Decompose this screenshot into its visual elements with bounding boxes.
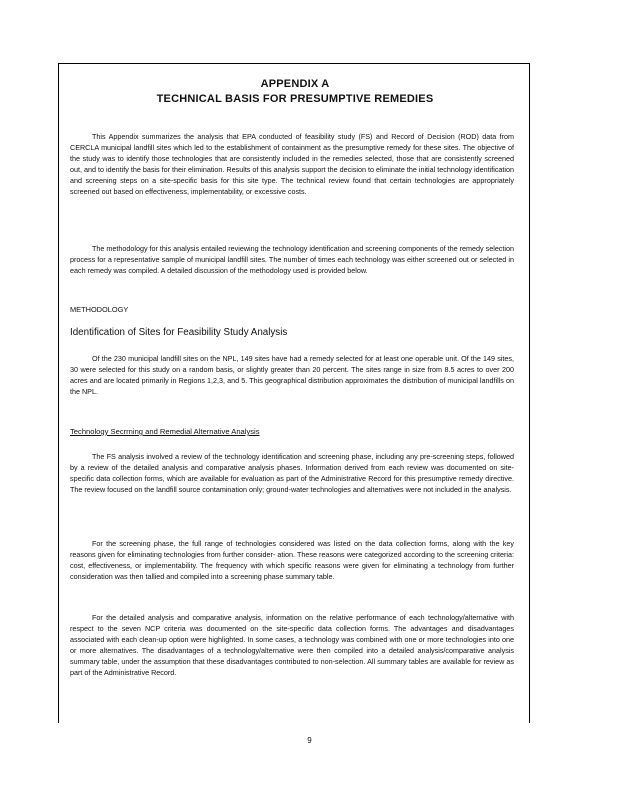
page-number: 9 xyxy=(307,736,312,745)
appendix-title: APPENDIX A xyxy=(260,78,330,90)
frame-right-rule xyxy=(529,63,530,723)
paragraph-screening-phase xyxy=(70,538,514,582)
paragraph-methodology-text: The methodology for this analysis entailed reviewing the technology identification and screening components of the remedy selection process for a representative sample of municipal landfill sites. The number of times each technology was either screened out or selected in each remedy was compiled. A detailed discussion of the methodology used is provided below. xyxy=(70,244,514,276)
paragraph-fs-analysis-text: The FS analysis involved a review of the technology identification and screening phase, including any pre-screening steps, followed by a review of the detailed analysis and comparative analysis phases. Information derived from each review was documented on site-specific data collection forms, which are available for evaluation as part of the Administrative Record for this presumptive remedy directive. The review focused on the landfill source contamination only; ground-water technologies and alternatives were not included in the analysis. xyxy=(70,452,514,495)
paragraph-methodology-overview xyxy=(70,243,514,276)
paragraph-screening-phase-text: For the screening phase, the full range of technologies considered was listed on the data collection forms, along with the key reasons given for eliminating technologies from further consider- ation. These reasons were categorized according to the screening criteria: cost, effectiveness, or implementability. The frequency with which specific reasons were given for eliminating a technology from further consideration was then tallied and compiled into a screening phase summary table. xyxy=(70,539,514,582)
paragraph-detailed-analysis-text: For the detailed analysis and comparative analysis, information on the relative performance of each technology/alternative with respect to the seven NCP criteria was documented on the site-specific data collection forms. The advantages and disadvantages associated with each clean-up option were highlighted. In some cases, a technology was combined with one or more technologies into one or more alternatives. The disadvantages of a technology/alternative were then compiled into a detailed analysis/comparative analysis summary table, under the assumption that these disadvantages contributed to non-selection. All summary tables are available for review as part of the Administrative Record. xyxy=(70,613,514,678)
identification-subheading: Identification of Sites for Feasibility Study Analysis xyxy=(70,327,288,338)
frame-left-rule xyxy=(58,63,59,723)
paragraph-site-identification xyxy=(70,353,514,397)
paragraph-fs-analysis xyxy=(70,451,514,495)
methodology-heading: METHODOLOGY xyxy=(70,305,129,314)
frame-top-rule xyxy=(58,63,530,64)
paragraph-site-identification-text: Of the 230 municipal landfill sites on the NPL, 149 sites have had a remedy selected for at least one operable unit. Of the 149 sites, 30 were selected for this study on a random basis, or slightly greater than 20 percent. The sites range in size from 8.5 acres to over 200 acres and are located primarily in Regions 1,2,3, and 5. This geographical distribution approximates the distribution of municipal landfills on the NPL. xyxy=(70,354,514,397)
appendix-subtitle: TECHNICAL BASIS FOR PRESUMPTIVE REMEDIES xyxy=(156,93,434,105)
paragraph-intro-text: This Appendix summarizes the analysis that EPA conducted of feasibility study (FS) and Record of Decision (ROD) data from CERCLA municipal landfill sites which led to the establishment of containment as the presumptive remedy for these sites. The objective of the study was to identify those technologies that are consistently included in the remedies selected, those that are consistently screened out, and to identify the basis for their elimination. Results of this analysis support the decision to eliminate the initial technology identification and screening steps on a site-specific basis for this site type. The technical review found that certain technologies are appropriately screened out based on effectiveness, implementability, or excessive costs. xyxy=(70,132,514,197)
screening-subheading: Technology Secrrning and Remedial Alternative Analysis xyxy=(70,427,260,436)
paragraph-intro xyxy=(70,131,514,198)
paragraph-detailed-analysis xyxy=(70,612,514,679)
